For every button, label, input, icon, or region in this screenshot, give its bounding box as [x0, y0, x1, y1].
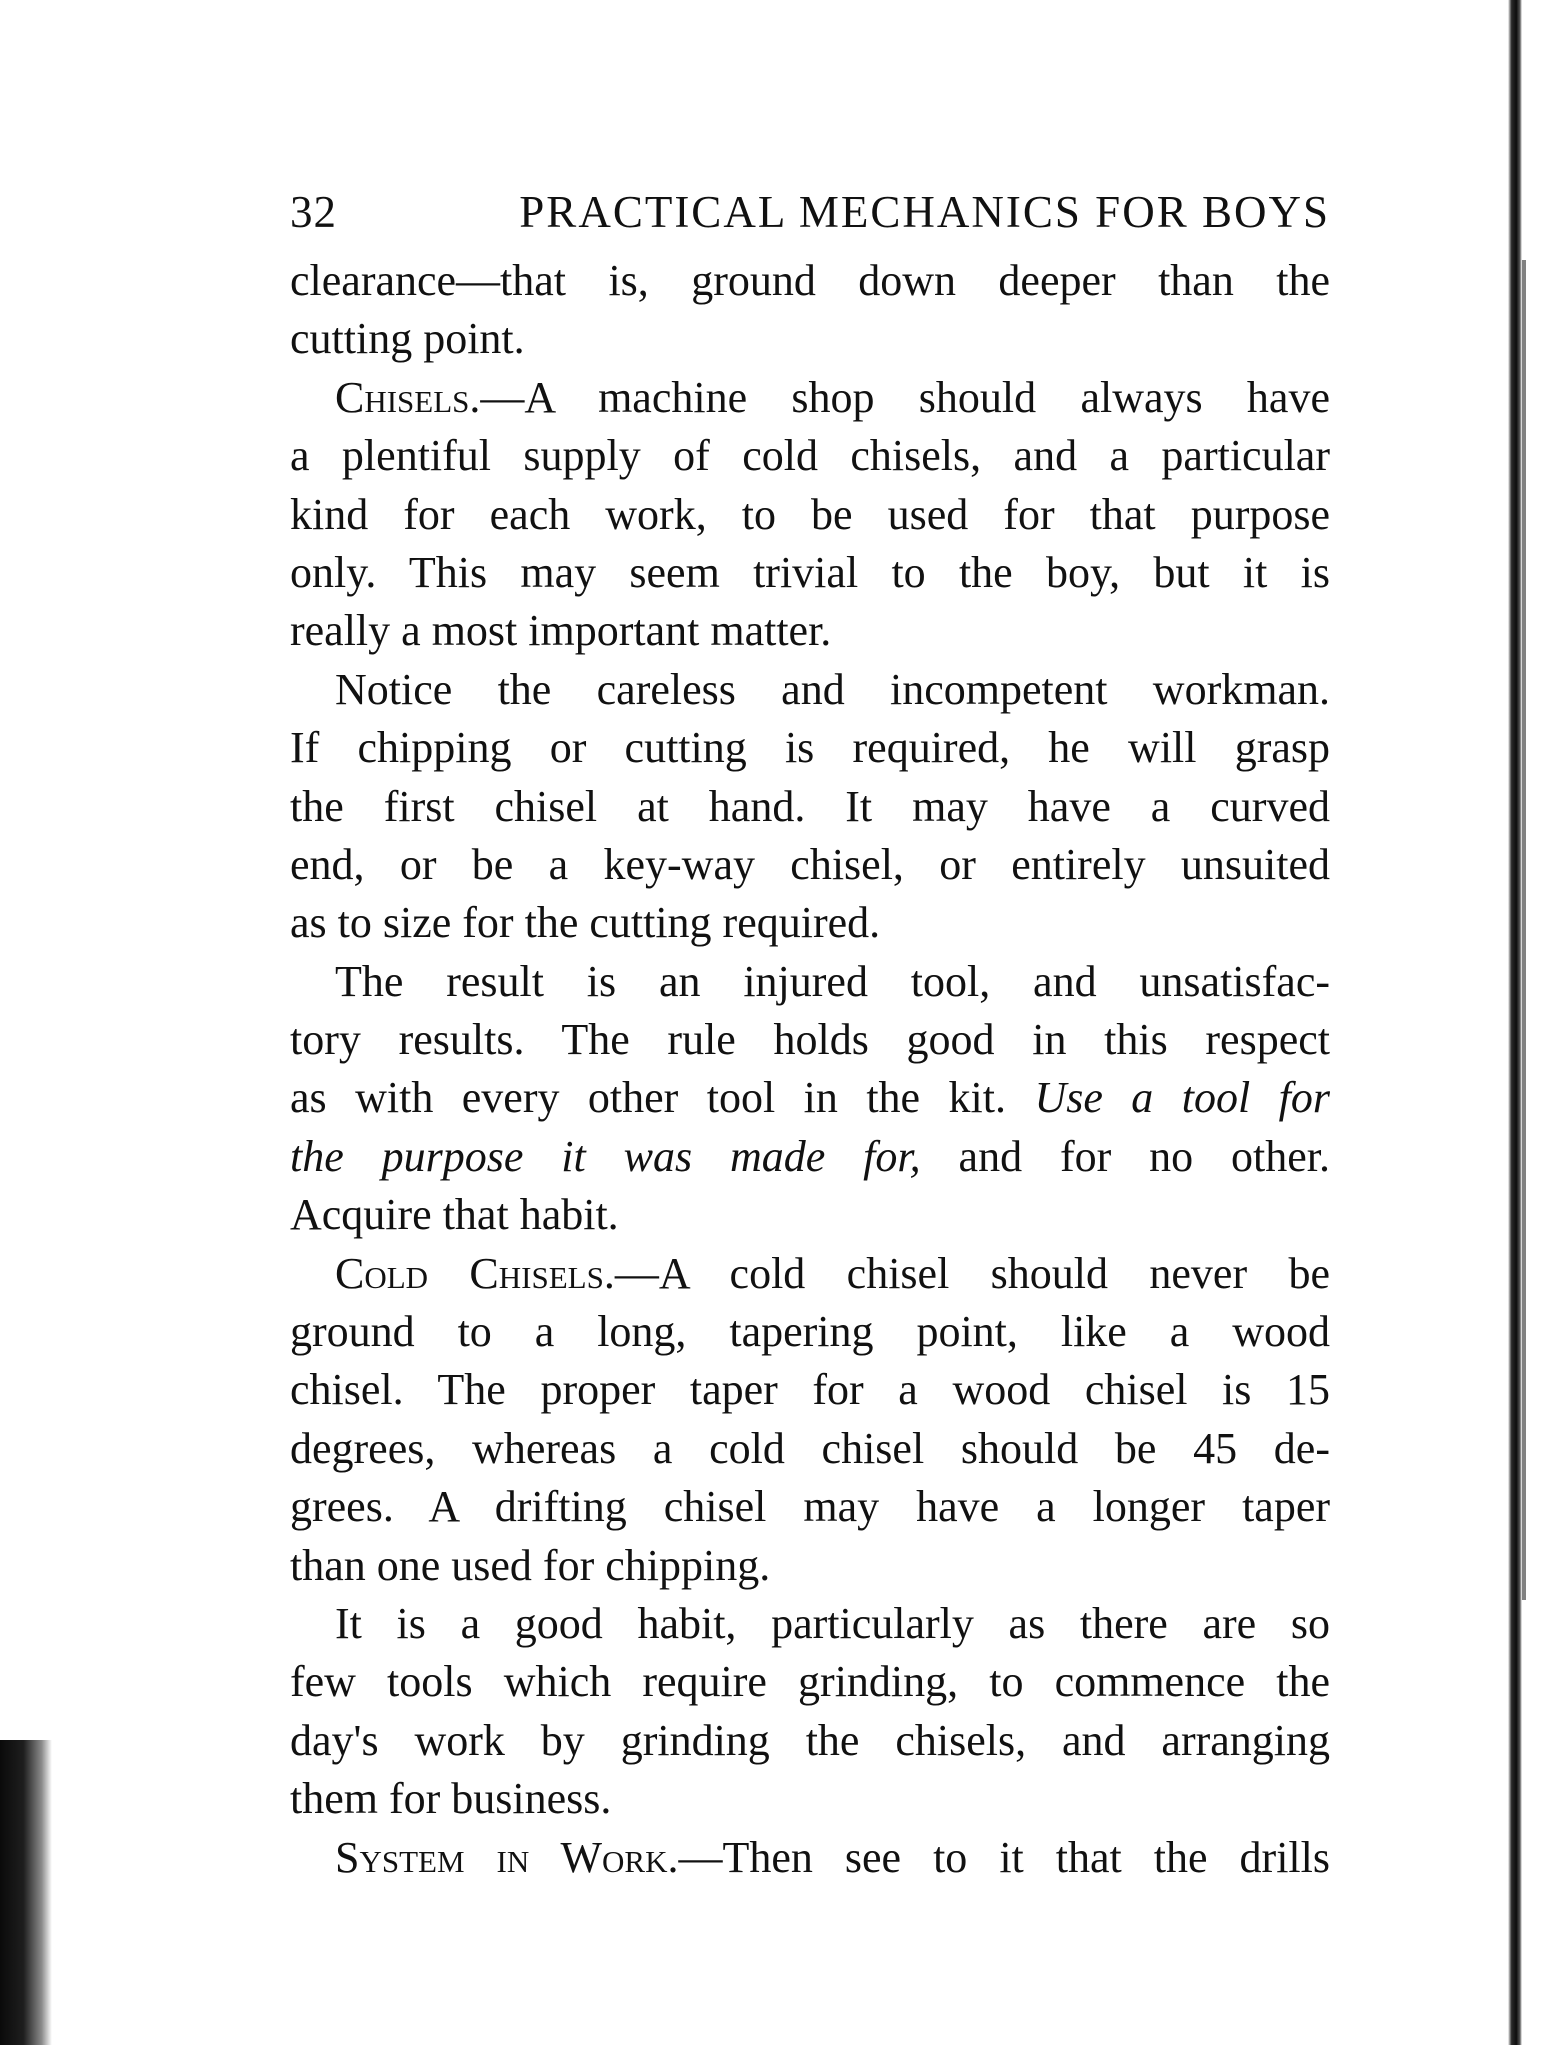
scan-edge-shadow-left — [0, 1740, 52, 2045]
italic-maxim-start: Use a tool for — [1034, 1073, 1330, 1123]
section-head-system-in-work: System in Work. — [335, 1832, 679, 1882]
text-line-15: as with every other tool in the kit. Use a tool for — [290, 1073, 1330, 1123]
text-line-5: kind for each work, to be used for that purpose — [290, 489, 1330, 539]
text-line-3: Chisels.—A machine shop should always have — [335, 372, 1330, 422]
text-line-26: day's work by grinding the chisels, and arranging — [290, 1715, 1330, 1765]
text-line-23: than one used for chipping. — [290, 1540, 771, 1590]
running-head — [290, 186, 1330, 248]
text-line-9: If chipping or cutting is required, he will grasp — [290, 723, 1330, 773]
text-line-22: grees. A drifting chisel may have a longer taper — [290, 1482, 1330, 1532]
text-line-21: degrees, whereas a cold chisel should be 45 de- — [290, 1423, 1330, 1473]
text-line-12: as to size for the cutting required. — [290, 898, 881, 948]
section-head-cold-chisels: Cold Chisels. — [335, 1248, 615, 1298]
text-line-2: cutting point. — [290, 314, 525, 364]
text-line-20: chisel. The proper taper for a wood chisel is 15 — [290, 1365, 1330, 1415]
text-line-13: The result is an injured tool, and unsatisfac- — [335, 956, 1330, 1006]
book-title: PRACTICAL MECHANICS FOR BOYS — [519, 187, 1330, 237]
text-line-10: the first chisel at hand. It may have a curved — [290, 781, 1330, 831]
text-line-18: Cold Chisels.—A cold chisel should never be — [335, 1248, 1330, 1298]
text-line-7: really a most important matter. — [290, 606, 832, 656]
text-line-11: end, or be a key-way chisel, or entirely unsuited — [290, 839, 1330, 889]
scan-binding-line-right — [1522, 260, 1526, 1600]
text-line-28: System in Work.—Then see to it that the drills — [335, 1832, 1330, 1882]
scan-binding-shadow-right — [1508, 0, 1522, 2045]
text-line-19: ground to a long, tapering point, like a wood — [290, 1307, 1330, 1357]
text-line-25: few tools which require grinding, to commence the — [290, 1657, 1330, 1707]
page-number: 32 — [290, 187, 337, 237]
text-line-14: tory results. The rule holds good in this respect — [290, 1015, 1330, 1065]
text-line-6: only. This may seem trivial to the boy, but it is — [290, 547, 1330, 597]
text-line-4: a plentiful supply of cold chisels, and a particular — [290, 431, 1330, 481]
text-line-8: Notice the careless and incompetent workman. — [335, 664, 1330, 714]
italic-maxim-end: the purpose it was made for, — [290, 1131, 921, 1181]
section-head-chisels: Chisels. — [335, 372, 481, 422]
text-line-17: Acquire that habit. — [290, 1190, 619, 1240]
text-line-24: It is a good habit, particularly as there are so — [335, 1598, 1330, 1648]
text-line-27: them for business. — [290, 1774, 612, 1824]
text-line-16: the purpose it was made for, and for no other. — [290, 1131, 1330, 1181]
text-line-1: clearance—that is, ground down deeper than the — [290, 256, 1330, 305]
book-page — [290, 186, 1330, 1887]
